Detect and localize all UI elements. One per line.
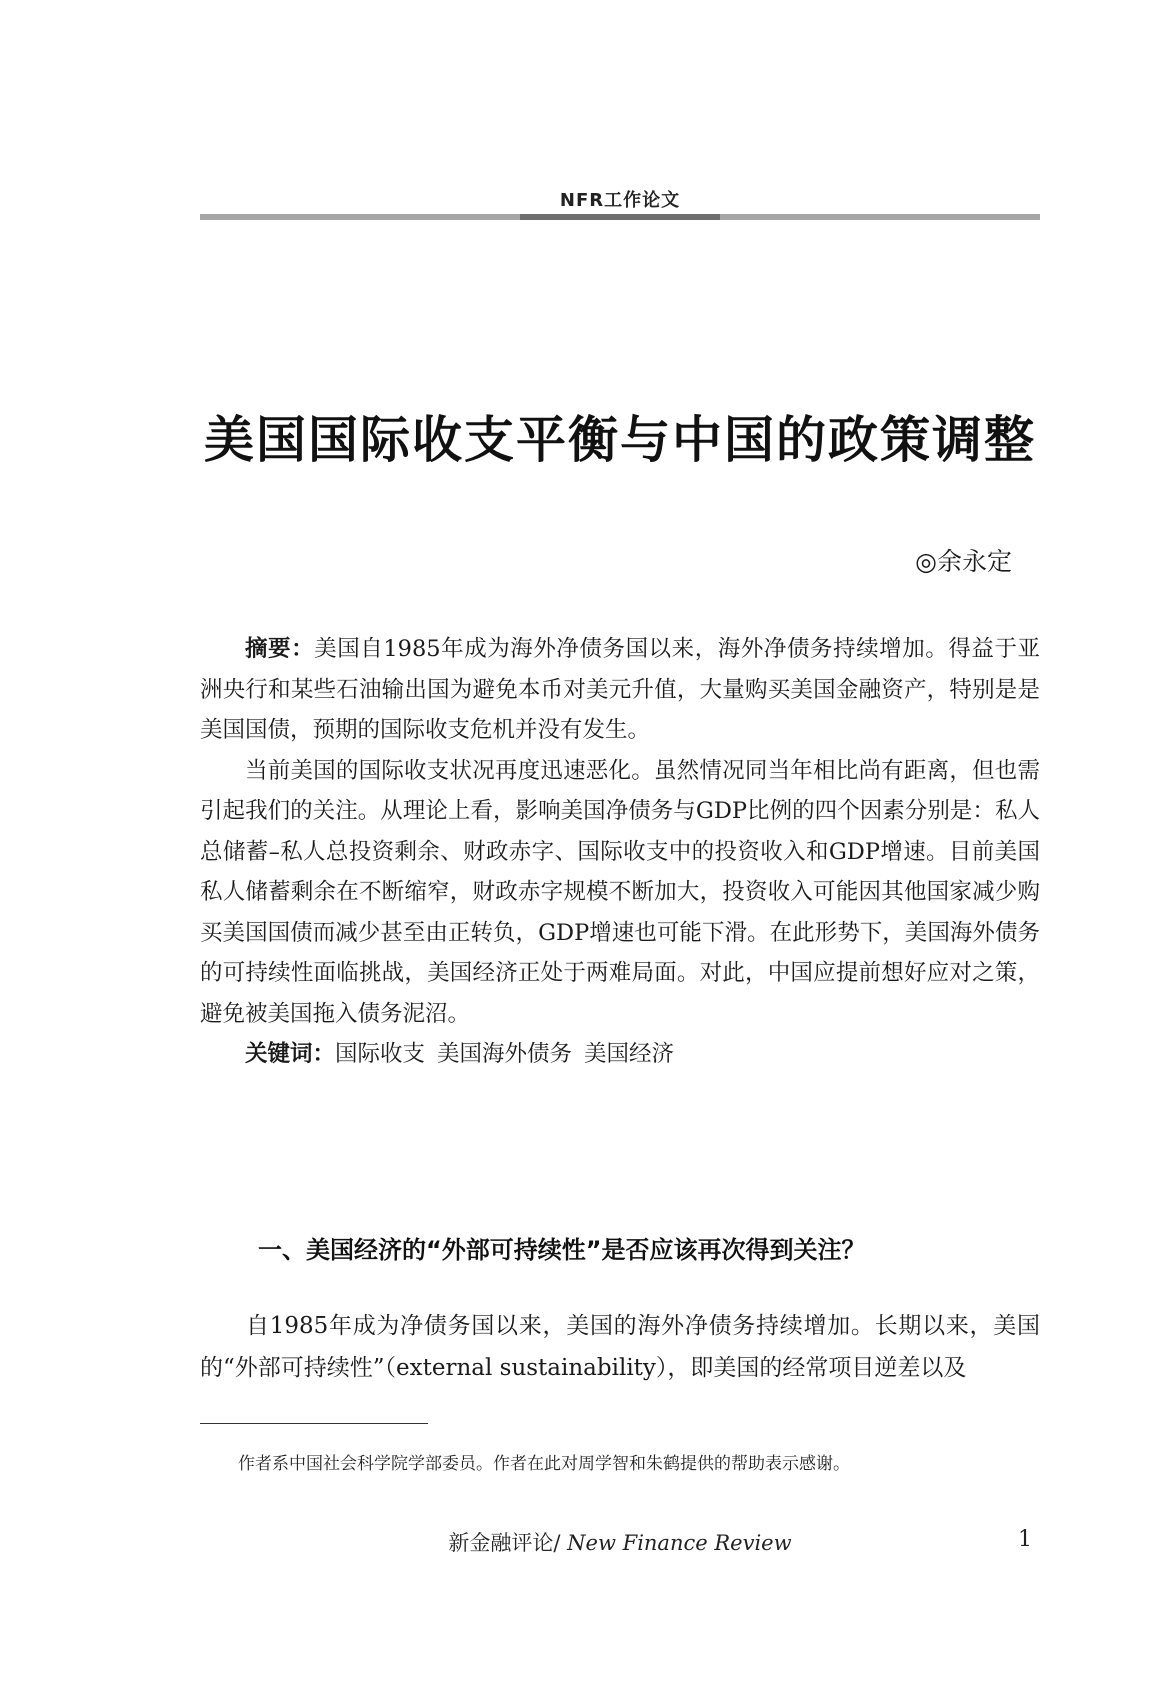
abstract-block xyxy=(200,629,1040,1075)
footnote-rule xyxy=(200,1423,428,1424)
footer-separator: / xyxy=(553,1531,568,1555)
footer-journal-cn: 新金融评论 xyxy=(448,1531,554,1555)
abstract-paragraph-1 xyxy=(200,629,1040,751)
abstract-paragraph-2: 当前美国的国际收支状况再度迅速恶化。虽然情况同当年相比尚有距离，但也需引起我们的关注。从理论上看，影响美国净债务与GDP比例的四个因素分别是：私人总储蓄–私人总投资剩余、财政赤字、国际收支中的投资收入和GDP增速。目前美国私人储蓄剩余在不断缩窄，财政赤字规模不断加大，投资收入可能因其他国家减少购买美国国债而减少甚至由正转负，GDP增速也可能下滑。在此形势下，美国海外债务的可持续性面临挑战，美国经济正处于两难局面。对此，中国应提前想好应对之策，避免被美国拖入债务泥沼。 xyxy=(200,757,1040,1027)
journal-header-label: NFR工作论文 xyxy=(559,190,681,211)
article-title: 美国国际收支平衡与中国的政策调整 xyxy=(204,410,1036,469)
abstract-label: 摘要： xyxy=(245,636,315,662)
body-paragraph: 自1985年成为净债务国以来，美国的海外净债务持续增加。长期以来，美国的“外部可持续性”（external sustainability），即美国的经常项目逆差以及 xyxy=(200,1313,1040,1381)
footnote-text: 作者系中国社会科学院学部委员。作者在此对周学智和朱鹤提供的帮助表示感谢。 xyxy=(238,1454,850,1474)
section-body xyxy=(200,1305,1040,1389)
page-number: 1 xyxy=(1018,1527,1032,1552)
keywords-line xyxy=(200,1034,1040,1075)
footer-journal-en: New Finance Review xyxy=(567,1531,792,1555)
keywords-label: 关键词： xyxy=(245,1041,336,1067)
section-heading: 一、美国经济的“外部可持续性”是否应该再次得到关注？ xyxy=(258,1236,866,1264)
page-footer xyxy=(200,1527,1040,1557)
article-author: ◎余永定 xyxy=(915,547,1012,576)
abstract-text-1: 美国自1985年成为海外净债务国以来，海外净债务持续增加。得益于亚洲央行和某些石油输出国为避免本币对美元升值，大量购买美国金融资产，特别是是美国国债，预期的国际收支危机并没有发生。 xyxy=(200,636,1040,743)
keyword: 美国经济 xyxy=(584,1041,675,1067)
header-rule-accent xyxy=(520,214,720,220)
keyword: 美国海外债务 xyxy=(437,1041,573,1067)
keyword: 国际收支 xyxy=(335,1041,426,1067)
